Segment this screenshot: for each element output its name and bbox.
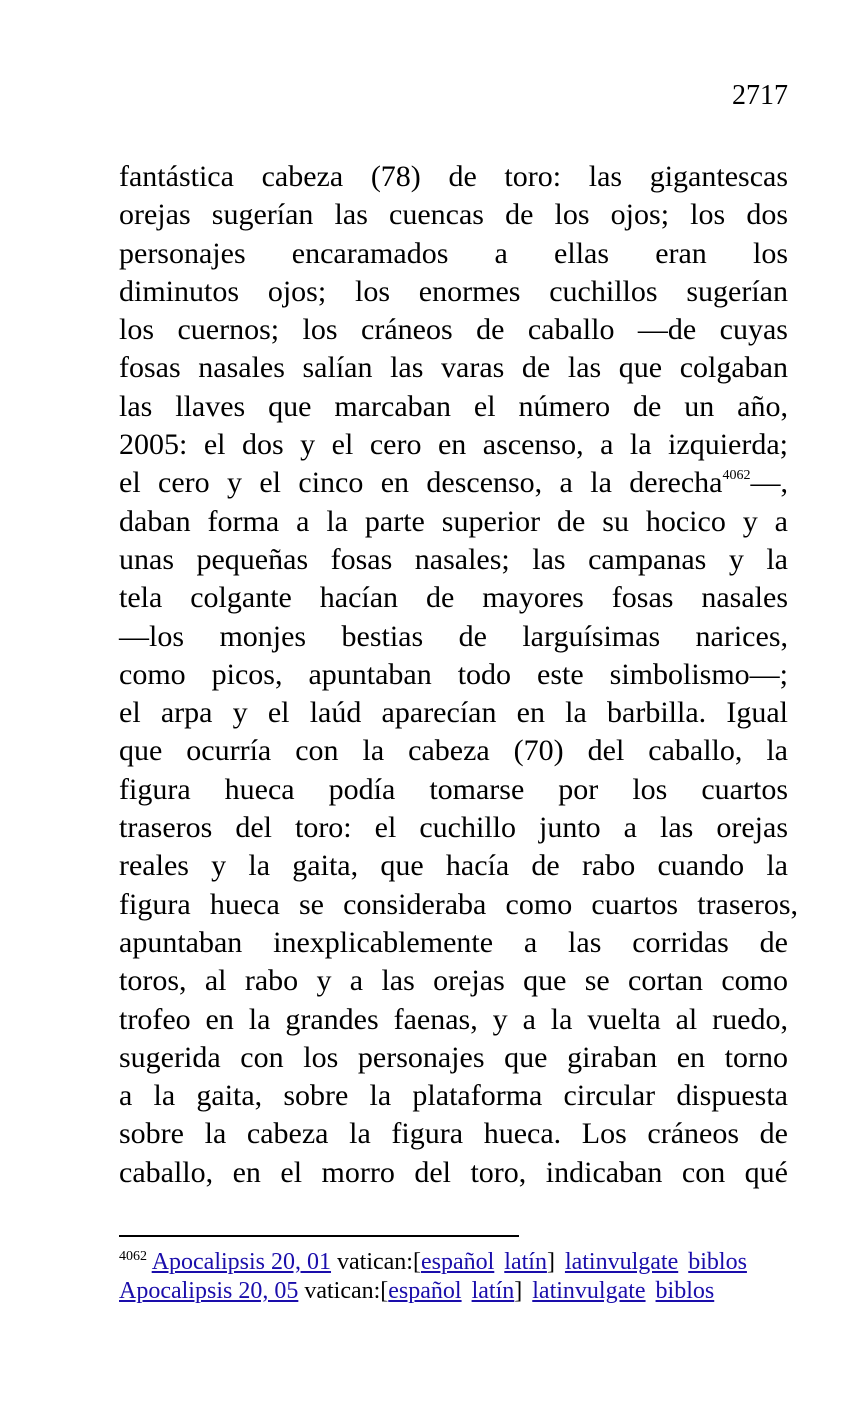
biblos-link[interactable]: biblos [655, 1278, 715, 1304]
text-line: sugerida con los personajes que giraban en torno [119, 1040, 788, 1074]
text-line: tela colgante hacían de mayores fosas nasales [119, 581, 788, 615]
footnote-line [119, 1277, 819, 1306]
text-line: —los monjes bestias de larguísimas narices, [119, 619, 788, 653]
text-line: reales y la gaita, que hacía de rabo cuando la [119, 849, 788, 883]
text-line: que ocurría con la cabeza (70) del caballo, la [119, 734, 788, 768]
text-line: a la gaita, sobre la plataforma circular dispuesta [119, 1079, 788, 1113]
text-line: como picos, apuntaban todo este simbolismo—; [119, 657, 788, 691]
text-line-segment: —, [750, 466, 788, 500]
latin-vulgate-link[interactable]: latinvulgate [564, 1249, 679, 1275]
text-line: traseros del toro: el cuchillo junto a las orejas [119, 811, 788, 845]
text-line: daban forma a la parte superior de su hocico y a [119, 504, 788, 538]
text-line: los cuernos; los cráneos de caballo —de cuyas [119, 313, 788, 347]
latin-link[interactable]: latín [471, 1278, 515, 1304]
bracket-close: ] [546, 1249, 555, 1275]
latin-link[interactable]: latín [504, 1249, 547, 1275]
spanish-link[interactable]: español [420, 1249, 495, 1275]
bible-reference-link[interactable]: Apocalipsis 20, 05 [119, 1278, 299, 1304]
text-line: diminutos ojos; los enormes cuchillos sugerían [119, 274, 788, 308]
text-line: personajes encaramados a ellas eran los [119, 236, 788, 270]
footnote-marker: 4062 [119, 1249, 147, 1264]
text-line-with-footnote [119, 464, 788, 502]
text-line: apuntaban inexplicablemente a las corridas de [119, 925, 788, 959]
text-line: figura hueca se consideraba como cuartos traseros, [119, 887, 798, 921]
text-line: trofeo en la grandes faenas, y a la vuelta al ruedo, [119, 1002, 788, 1036]
latin-vulgate-link[interactable]: latinvulgate [532, 1278, 646, 1304]
page-number: 2717 [732, 80, 788, 111]
text-line: toros, al rabo y a las orejas que se cortan como [119, 964, 788, 998]
text-line-segment: el cero y el cinco en descenso, a la derecha [119, 466, 723, 500]
source-label: vatican:[ [337, 1249, 421, 1275]
biblos-link[interactable]: biblos [688, 1249, 747, 1275]
text-line: orejas sugerían las cuencas de los ojos; los dos [119, 198, 788, 232]
spanish-link[interactable]: español [388, 1278, 462, 1304]
bible-reference-link[interactable]: Apocalipsis 20, 01 [151, 1249, 332, 1275]
text-line: fosas nasales salían las varas de las que colgaban [119, 351, 788, 385]
text-line: 2005: el dos y el cero en ascenso, a la izquierda; [119, 428, 788, 462]
footnote-separator [119, 1235, 519, 1237]
text-line: figura hueca podía tomarse por los cuartos [119, 772, 788, 806]
text-line: unas pequeñas fosas nasales; las campanas y la [119, 542, 788, 576]
text-line: sobre la cabeza la figura hueca. Los cráneos de [119, 1117, 788, 1151]
footnote-reference[interactable]: 4062 [722, 468, 751, 484]
source-label: vatican:[ [304, 1278, 389, 1304]
text-line: caballo, en el morro del toro, indicaban con qué [119, 1155, 788, 1189]
text-line: fantástica cabeza (78) de toro: las gigantescas [119, 160, 788, 193]
footnote-line [119, 1248, 819, 1277]
bracket-close: ] [514, 1278, 523, 1304]
text-line: el arpa y el laúd aparecían en la barbilla. Igual [119, 696, 788, 730]
body-text [119, 158, 798, 1192]
footnotes [119, 1248, 819, 1306]
text-line: las llaves que marcaban el número de un año, [119, 389, 788, 423]
